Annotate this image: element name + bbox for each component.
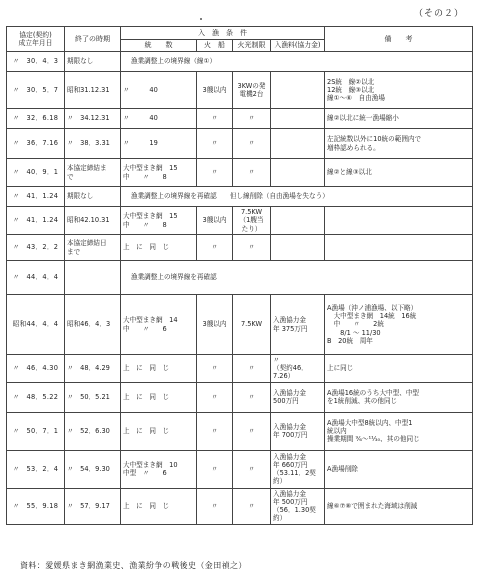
table-row [7,488,473,524]
end-cell: 昭和42.10.31 [65,207,121,235]
fee-cell [271,159,325,187]
boat-cell: 3艘以内 [197,72,233,109]
date-cell: 〃 43．2．2 [7,235,65,261]
table-body [7,52,473,525]
end-cell: 期限なし [65,52,121,72]
remarks-cell: A漁場削除 [325,450,473,488]
date-cell: 〃 48．5.22 [7,382,65,412]
power-cell: 〃 [233,412,271,450]
boat-cell: 〃 [197,129,233,159]
header-power: 火光制限 [233,40,271,52]
end-cell: 昭和46．4．3 [65,295,121,355]
date-cell: 〃 40．9．1 [7,159,65,187]
date-cell: 〃 30．5．7 [7,72,65,109]
count-cell: 大中型まき網 15 中 〃 8 [121,207,197,235]
boat-cell: 〃 [197,488,233,524]
remarks-cell [325,207,473,235]
power-cell: 〃 [233,382,271,412]
count-cell: 大中型まき網 15 中 〃 8 [121,159,197,187]
date-cell: 〃 30．4．3 [7,52,65,72]
condition-span-cell: 漁業調整上の境界線（線①） [121,52,473,72]
end-cell: 〃 48．4.29 [65,355,121,383]
power-cell: 3KWの発 電機2台 [233,72,271,109]
date-cell: 〃 50．7．1 [7,412,65,450]
fee-cell: 入漁協力金 年 500万円 （56．1.30契約） [271,488,325,524]
power-cell: 7.5KW [233,295,271,355]
table-row [7,52,473,72]
table-row [7,159,473,187]
end-cell: 〃 52．6.30 [65,412,121,450]
end-cell: 期限なし [65,187,121,207]
fee-cell [271,129,325,159]
fee-cell [271,207,325,235]
count-cell: 〃 40 [121,109,197,129]
table-row [7,109,473,129]
power-cell: 7.5KW （1艘当 たり） [233,207,271,235]
table-row [7,72,473,109]
remarks-cell: 上に同じ [325,355,473,383]
source-note: 資料：愛媛県まき網漁業史、漁業紛争の戦後史（金田禎之） [20,561,247,570]
boat-cell: 〃 [197,355,233,383]
header-conditions: 入 漁 条 件 [121,27,325,40]
count-cell: 上 に 同 じ [121,355,197,383]
remarks-cell: 2S統 線②以北 12統 線③以北 線①～⑥ 自由漁場 [325,72,473,109]
date-cell: 昭和44．4．4 [7,295,65,355]
remarks-cell: 線⑥⑦⑧で囲まれた海域は削減 [325,488,473,524]
date-cell: 〃 55．9.18 [7,488,65,524]
boat-cell: 3艘以内 [197,207,233,235]
count-cell: 〃 40 [121,72,197,109]
power-cell: 〃 [233,129,271,159]
fee-cell: 入漁協力金 年 375万円 [271,295,325,355]
date-cell: 〃 46．4.30 [7,355,65,383]
end-cell: 〃 57．9.17 [65,488,121,524]
date-cell: 〃 41．1.24 [7,207,65,235]
fishing-agreement-table [6,26,473,525]
count-cell: 上 に 同 じ [121,235,197,261]
fee-cell [271,72,325,109]
condition-span-cell: 漁業調整上の境界線を再確認 但し線削除（自由漁場を失なう） [121,187,473,207]
table-row [7,295,473,355]
table-row [7,129,473,159]
remarks-cell: 線②と線③以北 [325,159,473,187]
fee-cell: 入漁協力金 500万円 [271,382,325,412]
page-label: （その２） [413,9,464,19]
header-fee: 入漁料(協力金) [271,40,325,52]
end-cell: 〃 34.12.31 [65,109,121,129]
fee-cell: 〃 （契約46．7.26） [271,355,325,383]
table-row [7,235,473,261]
header-count: 統 数 [121,40,197,52]
date-cell: 〃 36．7.16 [7,129,65,159]
table-row [7,382,473,412]
count-cell: 上 に 同 じ [121,488,197,524]
remarks-cell: A漁場16統のうち大中型、中型 を1統削減、其の他同じ [325,382,473,412]
table-row [7,261,473,295]
fee-cell [271,109,325,129]
table-row [7,355,473,383]
end-cell: 〃 50．5.21 [65,382,121,412]
header-boat: 火 船 [197,40,233,52]
power-cell: 〃 [233,159,271,187]
table-row [7,450,473,488]
boat-cell: 〃 [197,109,233,129]
boat-cell: 〃 [197,450,233,488]
date-cell: 〃 41．1.24 [7,187,65,207]
dot-mark [200,18,202,20]
boat-cell: 〃 [197,235,233,261]
end-cell: 本協定締結ま で [65,159,121,187]
end-cell: 〃 38．3.31 [65,129,121,159]
boat-cell: 〃 [197,412,233,450]
remarks-cell: A漁場大中型8統以内、中型1 統以内 操業期間 ⁹⁄₆～¹¹⁄₃₀、其の他同じ [325,412,473,450]
table-row [7,412,473,450]
end-cell: 本協定締結日 まで [65,235,121,261]
date-cell: 〃 32．6.18 [7,109,65,129]
count-cell: 上 に 同 じ [121,382,197,412]
power-cell: 〃 [233,355,271,383]
date-cell: 〃 53．2．4 [7,450,65,488]
remarks-cell: 線②以北に統一漁場縮小 [325,109,473,129]
remarks-cell: A漁場（沖ノ浦漁場、以下略） 大中型まき網 14統 16統 中 〃 2統 8/1 ～ 11/30 B 20統 周年 [325,295,473,355]
boat-cell: 3艘以内 [197,295,233,355]
table-row [7,207,473,235]
header-date: 協定(契約) 成立年月日 [7,27,65,52]
remarks-cell [325,235,473,261]
boat-cell: 〃 [197,382,233,412]
end-cell: 〃 54．9.30 [65,450,121,488]
count-cell: 上 に 同 じ [121,412,197,450]
count-cell: 〃 19 [121,129,197,159]
fee-cell: 入漁協力金 年 660万円 （53.11．2契約） [271,450,325,488]
count-cell: 大中型まき網 14 中 〃 6 [121,295,197,355]
condition-span-cell: 漁業調整上の境界線を再確認 [121,261,473,295]
count-cell: 大中型まき網 10 中型 〃 6 [121,450,197,488]
end-cell: 昭和31.12.31 [65,72,121,109]
table-row [7,187,473,207]
fee-cell: 入漁協力金 年 700万円 [271,412,325,450]
remarks-cell: 左記統数以外に10統の範囲内で 増枠認められる。 [325,129,473,159]
end-cell [65,261,121,295]
date-cell: 〃 44．4．4 [7,261,65,295]
header-end: 終了の時期 [65,27,121,52]
power-cell: 〃 [233,235,271,261]
power-cell: 〃 [233,109,271,129]
header-remarks: 備 考 [325,27,473,52]
power-cell: 〃 [233,488,271,524]
fee-cell [271,235,325,261]
power-cell: 〃 [233,450,271,488]
boat-cell: 〃 [197,159,233,187]
